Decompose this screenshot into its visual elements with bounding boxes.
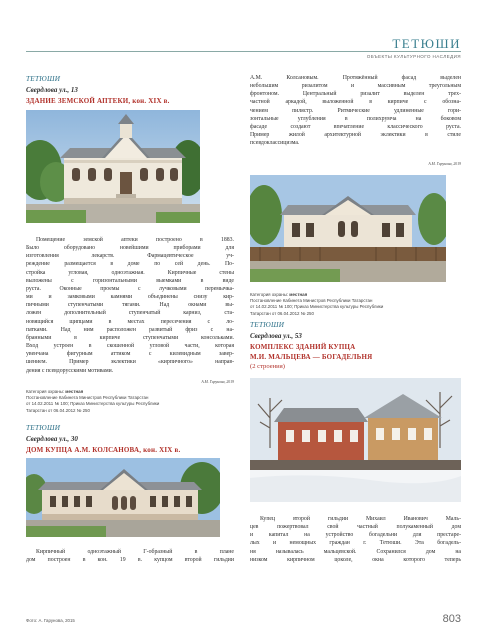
entry-description [26, 548, 234, 564]
text-line: А.М. Колсановым. Протяжённый фасад выделен [250, 75, 461, 81]
page-number: 803 [442, 613, 461, 625]
photo-credit: Фото: А. Гарунова, 2015 [26, 618, 75, 623]
text-line: низком кирпичном цоколе, окна которого теперь [250, 556, 461, 563]
entry-street: Свердлова ул., 13 [26, 86, 78, 94]
text-line: патками. Над ним расположен развитый фриз с на- [26, 326, 234, 333]
text-line: дом построен в кон. 19 в. купцом второй гильдии [26, 557, 234, 564]
text-line: Было оборудовано новейшими приборами для [26, 245, 234, 252]
entry-subheading: (2 строения) [250, 363, 285, 370]
text-line: Пример жилой архитектурной эклектики в стиле [250, 132, 461, 139]
text-line: цев пожертвовал свой частный полукаменный дом [250, 524, 461, 531]
entry-description [26, 236, 234, 375]
text-line: шением. Пример эклектики «кирпичного» направ- [26, 359, 234, 366]
text-line: Купец второй гильдии Михаил Иванович Маль- [260, 516, 461, 522]
category-value: местная [65, 389, 84, 394]
text-line: частной аркадой, выложенной в кирпиче с обозна- [250, 99, 461, 106]
entry-description [250, 515, 461, 564]
text-line: пичными ступенчатыми тягами. Над окнами вы- [26, 302, 234, 309]
entry-heading: ЗДАНИЕ ЗЕМСКОЙ АПТЕКИ, кон. XIX в. [26, 97, 170, 105]
entry-street: Свердлова ул., 53 [250, 332, 302, 340]
text-line: фасаде создают впечатление классического руста. [250, 123, 461, 130]
entry-heading: ДОМ КУПЦА А.М. КОЛСАНОВА, кон. XIX в. [26, 446, 181, 454]
text-line: лых и немощных граждан г. Тетюши. Эта богадель- [250, 540, 461, 547]
protection-category [26, 389, 236, 414]
text-line: Вход устроен в скошенной угловой части, которая [26, 343, 234, 350]
category-label: Категория охраны: [250, 292, 289, 297]
text-line: ложен дополнительный ступенчатый карниз, ста- [26, 310, 234, 317]
text-line: фронтоном. Центральный ризалит выделен трех- [250, 91, 461, 98]
entry-street: Свердлова ул., 30 [26, 435, 78, 443]
pharmacy-building-photo [26, 110, 200, 223]
almshouse-photo [250, 378, 461, 502]
header-divider [26, 51, 461, 52]
entry-heading: М.И. МАЛЬЦЕВА — БОГАДЕЛЬНЯ [250, 353, 373, 361]
category-label: Категория охраны: [26, 389, 65, 394]
continued-description [250, 74, 461, 147]
text-line: Кирпичный одноэтажный Г-образный в плане [36, 549, 234, 555]
running-header-title: ТЕТЮШИ [392, 36, 461, 51]
text-line: увенчана фигурным аттиком с килевидным завер- [26, 351, 234, 358]
text-line: зонтальные углубления в полихрумча на боковом [250, 115, 461, 122]
text-line: руста. Оконные проемы с лучковыми перемычка- [26, 285, 234, 292]
decree-line: Постановление Кабинета Министров Республики Татарстан [26, 395, 149, 401]
text-line: чением пилястр. Ритмические удлиненные гори- [250, 107, 461, 114]
text-credit: А.М. Гарунова, 2019 [201, 380, 234, 384]
decree-line: Татарстан от 06.04.2012 № 250 [26, 407, 90, 413]
text-line: Помещение земской аптеки построено в 1883. [36, 237, 234, 243]
decree-line: Постановление Кабинета Министров Республики Татарстан [250, 298, 373, 304]
protection-category [250, 292, 465, 317]
text-line: изготовления лекарств. Фармацевтическое уч- [26, 253, 234, 260]
text-line: и капитал на устройство богадельни для престаре- [250, 532, 461, 539]
text-line: дения с псевдорусскими мотивами. [26, 367, 114, 374]
kolsanov-house-photo [26, 458, 220, 537]
entry-kicker: ТЕТЮШИ [26, 75, 61, 83]
text-line: новящийся щипцами в местах пересечения с ло- [26, 318, 234, 325]
entry-heading: КОМПЛЕКС ЗДАНИЙ КУПЦА [250, 343, 356, 351]
entry-kicker: ТЕТЮШИ [26, 424, 61, 432]
text-line: ня называлась мальцевской. Сохранился дом на [250, 548, 461, 555]
kolsanov-side-photo [250, 175, 446, 282]
text-credit: А.М. Гарунова, 2019 [428, 162, 461, 166]
text-line: выложены с горизонтальными выемками в виде [26, 277, 234, 284]
running-header-subtitle: ОБЪЕКТЫ КУЛЬТУРНОГО НАСЛЕДИЯ [366, 54, 461, 59]
text-line: бранными в кирпиче ступенчатыми консольками. [26, 334, 234, 341]
decree-line: от 14.02.2011 № 100; Приказ Министерства культуры Республики [26, 401, 160, 407]
text-line: стройка угловая, одноэтажная. Кирпичные стены [26, 269, 234, 276]
text-line: небольшим ризалитом и массивным треугольным [250, 83, 461, 90]
decree-line: Татарстан от 06.04.2012 № 250 [250, 310, 314, 316]
category-value: местная [289, 292, 308, 297]
entry-kicker: ТЕТЮШИ [250, 321, 285, 329]
decree-line: от 14.02.2011 № 100; Приказ Министерства культуры Республики [250, 304, 384, 310]
text-line: реждение размещается в доме по сей день. По- [26, 261, 234, 268]
text-line: псевдоклассицизма. [250, 140, 300, 147]
text-line: ми и замковыми камнями объединены снизу кир- [26, 294, 234, 301]
